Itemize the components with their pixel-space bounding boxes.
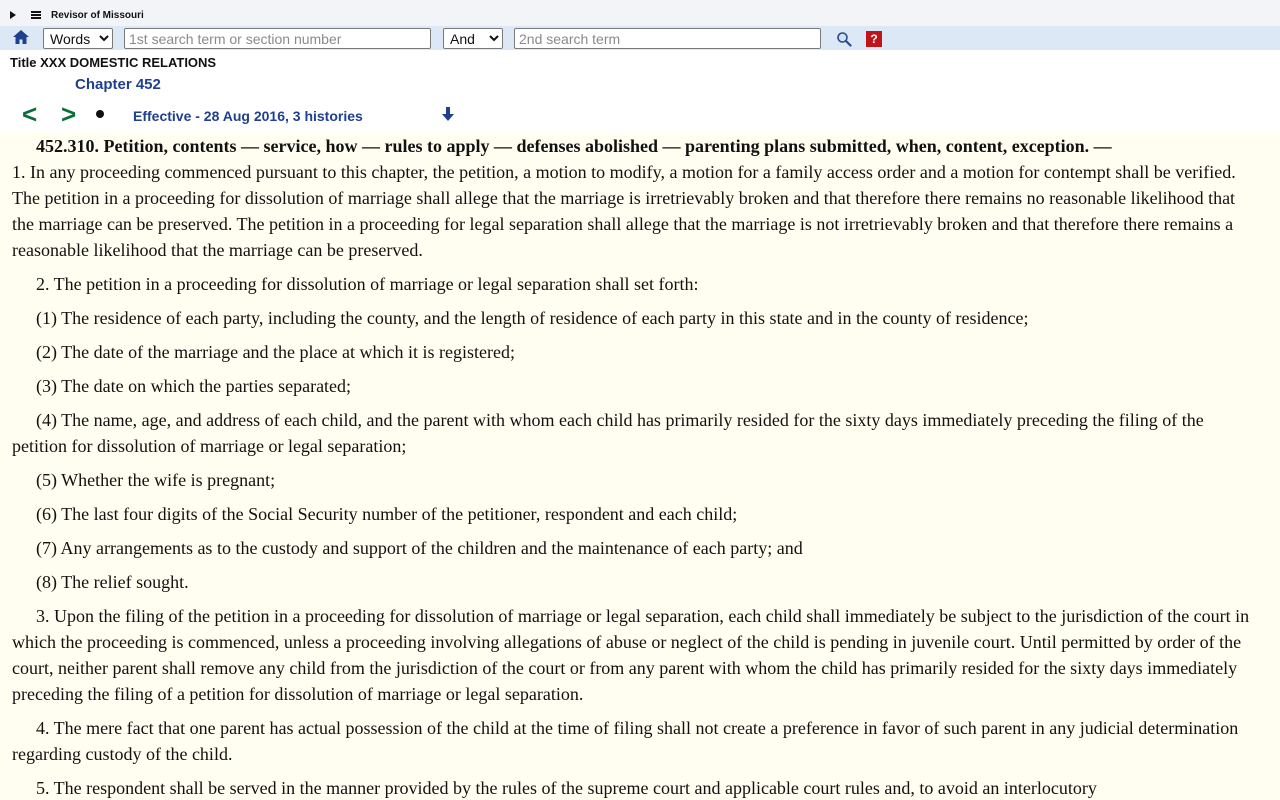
search-operator-select[interactable] [443,28,503,49]
effective-date-link[interactable]: Effective - 28 Aug 2016, 3 histories [133,108,363,124]
section-heading: 452.310. Petition, contents — service, how — rules to apply — defenses abolished — parenting plans submitted, when, content, exception. — [36,136,1112,156]
chapter-link[interactable]: Chapter 452 [75,76,161,93]
down-arrow-icon[interactable] [440,106,456,122]
search-icon[interactable] [836,31,852,47]
paragraph: 2. The petition in a proceeding for dissolution of marriage or legal separation shall set forth: [36,274,699,294]
paragraph: 5. The respondent shall be served in the manner provided by the rules of the supreme court and applicable court rules and, to avoid an interlocutory [36,778,1097,798]
next-section-button[interactable]: > [61,99,77,129]
first-search-input[interactable] [124,28,431,49]
paragraph: (5) Whether the wife is pregnant; [36,470,276,490]
help-icon[interactable]: ? [866,31,882,47]
top-bar [0,0,1280,26]
paragraph: (3) The date on which the parties separated; [36,376,352,396]
paragraph: (2) The date of the marriage and the place at which it is registered; [36,342,515,362]
site-title[interactable]: Revisor of Missouri [51,10,144,21]
title-heading[interactable]: Title XXX DOMESTIC RELATIONS [10,55,217,70]
paragraph: (7) Any arrangements as to the custody and support of the children and the maintenance of each party; and [36,538,803,558]
statute-text [0,132,1280,800]
paragraph: (1) The residence of each party, including the county, and the length of residence of each party in this state and in the county of residence; [36,308,1029,328]
search-type-select[interactable] [43,28,113,49]
menu-icon[interactable] [31,11,41,19]
paragraph: 4. The mere fact that one parent has actual possession of the child at the time of filing shall not create a preference in favor of such parent in any judicial determination regarding custody of the child. [12,718,1239,764]
expand-triangle-icon[interactable] [10,11,16,19]
home-icon[interactable] [12,29,30,45]
paragraph: 1. In any proceeding commenced pursuant to this chapter, the petition, a motion to modify, a motion for a family access order and a motion for contempt shall be verified. The petition in a proceeding for dissolution of marriage shall allege that the marriage is irretrievably broken and that therefore there remains no reasonable likelihood that the marriage can be preserved. The petition in a proceeding for legal separation shall allege that the marriage is not irretrievably broken and that therefore there remains a reasonable likelihood that the marriage can be preserved. [12,162,1236,260]
current-section-dot[interactable] [96,110,104,118]
second-search-input[interactable] [514,28,821,49]
paragraph: (6) The last four digits of the Social Security number of the petitioner, respondent and each child; [36,504,738,524]
previous-section-button[interactable]: < [22,99,38,129]
paragraph: 3. Upon the filing of the petition in a proceeding for dissolution of marriage or legal separation, each child shall immediately be subject to the jurisdiction of the court in which the proceeding is commenced, unless a proceeding involving allegations of abuse or neglect of the child is pending in juvenile court. Until permitted by order of the court, neither parent shall remove any child from the jurisdiction of the court or from any parent with whom the child has primarily resided for the sixty days immediately preceding the filing of a petition for dissolution of marriage or legal separation. [12,606,1250,704]
paragraph: (8) The relief sought. [36,572,189,592]
paragraph: (4) The name, age, and address of each child, and the parent with whom each child has primarily resided for the sixty days immediately preceding the filing of the petition for dissolution of marriage or legal separation; [12,410,1204,456]
